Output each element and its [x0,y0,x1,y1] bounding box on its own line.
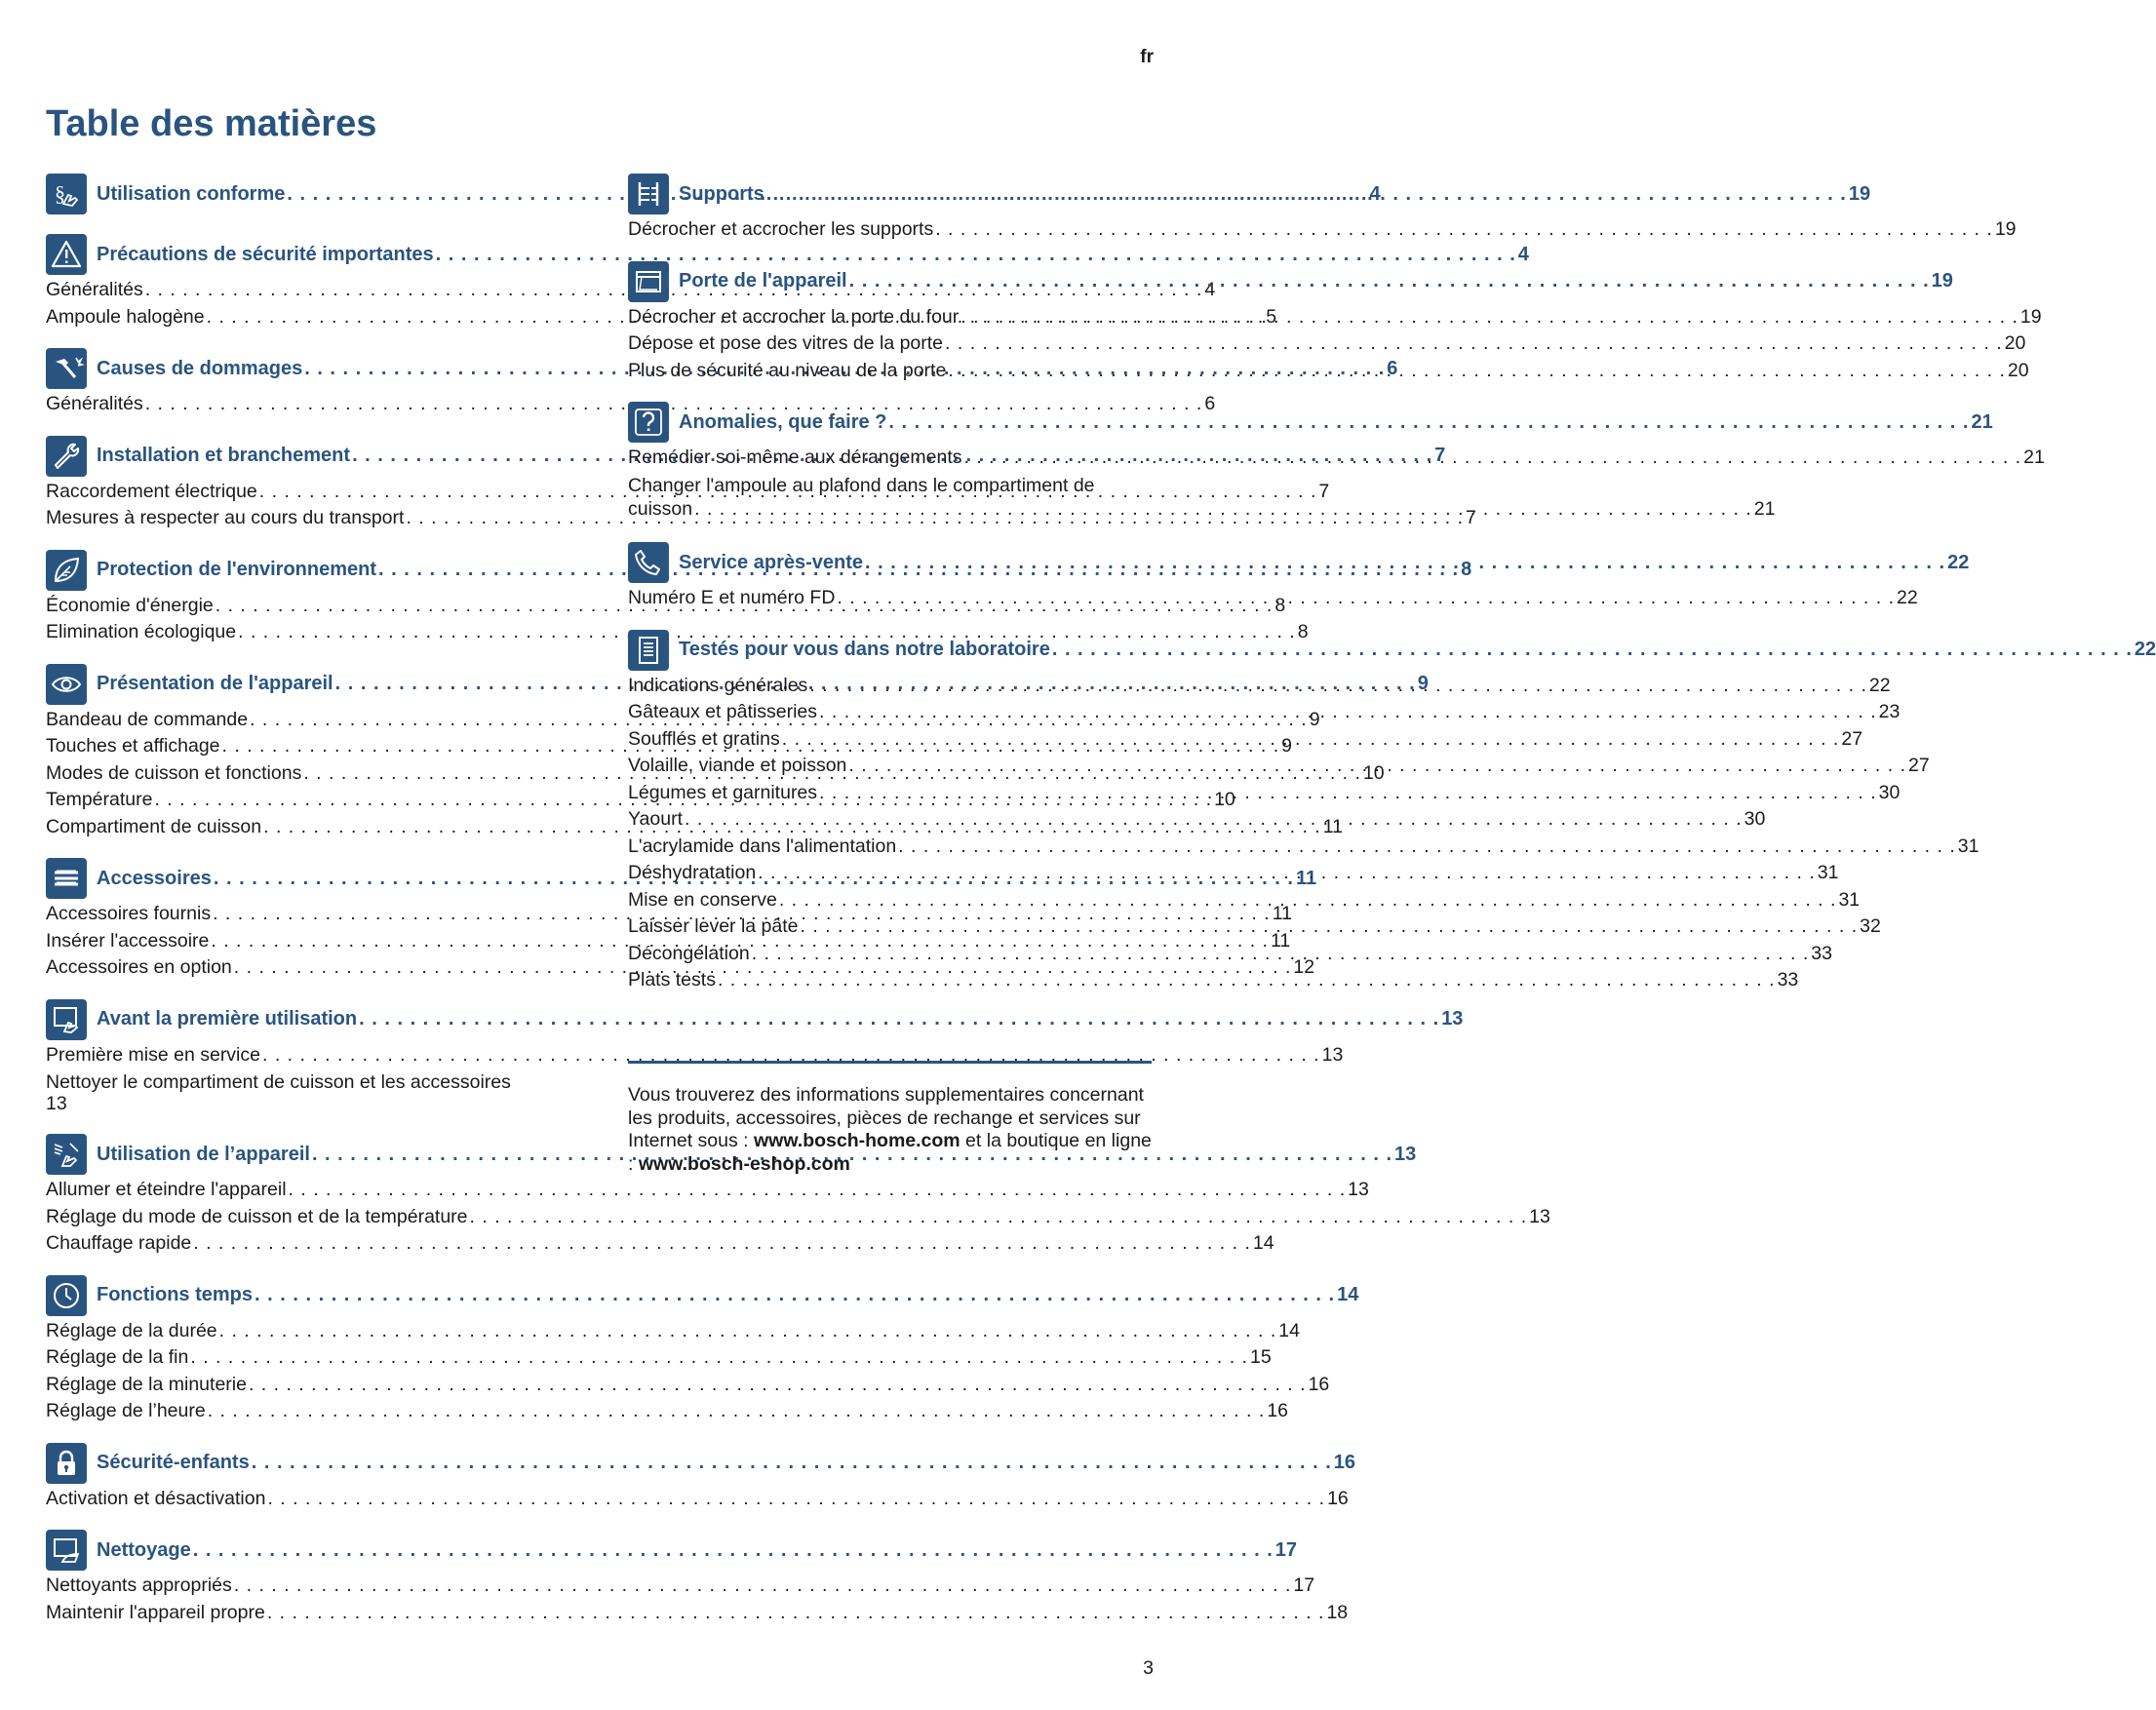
toc-entry[interactable] [46,1318,1300,1345]
dot-leader [752,941,1810,968]
toc-section [628,400,2045,525]
dot-leader [948,358,2006,385]
toc-entry-label: Réglage de la fin [46,1346,189,1368]
toc-entry-label: Chauffage rapide [46,1232,192,1254]
toc-entry-page: 19 [1931,270,1953,291]
toc-entry-label: Décrocher et accrocher la porte du four [628,305,960,328]
toc-entry[interactable] [46,1486,1349,1513]
dot-leader [193,1230,1251,1258]
toc-entry-page: 19 [1848,182,1871,205]
toc-entry-page: 31 [1838,888,1861,911]
toc-entry-label: Allumer et éteindre l'appareil [46,1179,287,1200]
toc-items [46,1573,1349,1626]
toc-section-heading[interactable] [628,540,1970,585]
dot-leader [819,780,1877,807]
toc-entry-page: 31 [1957,835,1980,857]
toc-entry-label: Indications générales [628,674,808,696]
toc-entry-page: 13 [46,1093,67,1114]
toc-entry-page: 16 [1308,1373,1330,1395]
question-mark-icon [628,402,669,443]
toc-entry-label: Soufflés et gratins [628,727,780,750]
toc-entry-page: 11 [1272,903,1292,924]
toc-entry-label: Légumes et garnitures [628,781,818,803]
toc-section-title [679,270,1953,292]
page-number: 3 [1143,1657,1154,1679]
warning-triangle-icon [46,234,87,275]
toc-entry-page: 21 [1971,410,1993,433]
bosch-home-link[interactable]: www.bosch-home.com [754,1130,960,1151]
toc-entry-label: Mise en conserve [628,888,777,911]
dot-leader [837,585,1895,612]
toc-entry-label: Plats tests [628,969,716,991]
toc-entry-page: 32 [1860,915,1881,937]
toc-entry-label: Remédier soi-même aux dérangements [628,447,962,468]
dot-leader [249,1372,1307,1399]
toc-section-heading[interactable] [46,232,1529,277]
toc-entry-label: Activation et désactivation [46,1487,266,1509]
toc-entry-label: Ampoule halogène [46,305,205,328]
toc-entry-label: Réglage du mode de cuisson et de la température [46,1205,468,1227]
toc-entry-page: 30 [1878,781,1901,803]
toc-entry-continuation [628,496,1776,524]
dot-leader [1052,639,2133,661]
toc-entry[interactable] [628,472,1776,525]
dot-leader [801,913,1859,941]
dot-leader [964,445,2022,472]
dot-leader [935,216,1993,244]
toc-items [628,585,1918,612]
toc-entry-label: Mesures à respecter au cours du transport [46,507,405,528]
toc-entry-page: 6 [1387,357,1398,379]
toc-entry-label: Laisser lever la pâte [628,915,799,937]
toc-entry-page: 13 [1529,1205,1550,1227]
dot-leader [267,1486,1325,1513]
toc-entry-label: Compartiment de cuisson [46,815,262,837]
toc-entry-label: Réglage de la durée [46,1319,217,1341]
toc-entry-label: Anomalies, que faire ? [679,410,887,433]
toc-section [46,997,1464,1117]
bosch-eshop-link[interactable]: www.bosch-eshop.com [638,1152,850,1175]
toc-entry-page: 4 [1369,182,1381,205]
toc-entry[interactable] [46,619,1309,646]
toc-entry-page: 10 [1362,761,1385,784]
toc-entry-label: Gâteaux et pâtisseries [628,701,818,722]
toc-entry-page: 8 [1274,594,1286,616]
toc-entry-page: 31 [1817,862,1839,883]
dot-leader [758,860,1816,887]
dot-leader [685,806,1743,834]
toc-entry-label: Réglage de l’heure [46,1400,206,1421]
toc-entry-label: Insérer l'accessoire [46,929,210,952]
toc-entry-page: 20 [2004,332,2026,354]
toc-entry[interactable] [46,1042,1344,1069]
toc-entry-page: 27 [1841,727,1863,750]
toc-entry-page: 11 [1322,815,1343,837]
toc-entry-page: 13 [1394,1143,1417,1165]
toc-entry[interactable] [46,1573,1315,1600]
toc-section-heading[interactable] [46,997,1464,1042]
toc-entry-label: Utilisation conforme [97,182,286,205]
dot-leader [960,304,2019,331]
toc-section-title [679,639,2156,661]
toc-entry-label: Dépose et pose des vitres de la porte [628,332,944,354]
toc-entry-label: Plus de sécurité au niveau de la porte [628,359,947,381]
toc-section-heading[interactable] [46,1441,1356,1486]
toc-entry-page: 4 [1517,243,1529,265]
toc-entry-label: cuisson [628,497,693,520]
toc-entry-page: 27 [1908,755,1930,776]
toc-entry-page: 17 [1293,1574,1315,1596]
dot-leader [267,1600,1325,1627]
toc-entry[interactable] [46,391,1216,418]
toc-items [46,1042,1344,1117]
info-divider [628,1061,1152,1064]
dot-leader [782,726,1840,754]
toc-entry-page: 14 [1337,1284,1359,1305]
toc-entry-label: Accessoires [97,867,212,889]
toc-entry-page: 19 [1994,218,2017,240]
dot-leader [809,673,1867,700]
toc-items [46,1486,1349,1513]
toc-entry-page: 6 [1204,393,1216,414]
toc-section [46,1528,1349,1626]
toc-entry-page: 21 [1753,497,1776,520]
toc-entry-page: 16 [1333,1452,1356,1473]
toc-entry-page: 21 [2023,447,2045,468]
toc-section-heading[interactable] [46,1528,1298,1573]
toc-entry-page: 9 [1281,735,1292,757]
dot-leader [219,1318,1277,1345]
toc-section-title [97,1452,1355,1474]
toc-entry-page: 11 [1295,867,1317,889]
toc-entry-label: Testés pour vous dans notre laboratoire [679,639,1050,660]
info-paragraph [628,1084,1152,1176]
toc-entry-page: 13 [1321,1043,1344,1066]
leaf-icon [46,550,87,591]
dot-leader [898,834,1956,861]
toc-entry-label: Généralités [46,279,143,300]
toc-entry-page: 15 [1249,1346,1272,1368]
toc-section-heading[interactable] [628,628,2156,673]
toc-entry-page: 11 [1270,929,1291,952]
toc-entry-page: 8 [1461,559,1472,580]
toc-section-title [97,1284,1358,1306]
paragraph-hand-icon [46,174,87,214]
toc-items [46,1318,1330,1425]
toc-section-title [679,183,1870,206]
toc-entry-page: 23 [1878,701,1901,722]
toc-entry-label: Température [46,789,153,810]
dot-leader [945,330,2003,358]
toc-section-title [679,552,1969,574]
toc-entry[interactable] [628,834,1980,861]
toc-entry[interactable] [628,673,1891,700]
toc-entry-page: 14 [1278,1319,1300,1341]
toc-entry-page: 22 [2134,639,2156,660]
toc-section [628,540,1970,612]
toc-entry[interactable] [628,358,2029,385]
toc-entry-page: 16 [1327,1487,1349,1509]
toc-entry[interactable] [628,330,2026,358]
toc-entry-label: Raccordement électrique [46,480,257,502]
toc-entry-label: Elimination écologique [46,621,237,642]
toc-entry-page: 14 [1252,1232,1274,1254]
dot-leader [849,270,1930,292]
toc-entry-label: Changer l'ampoule au plafond dans le compartiment de [628,474,1095,496]
toc-entry-page: 33 [1777,969,1799,991]
operating-hand-icon [46,1134,87,1175]
dot-leader [470,1204,1528,1231]
info-text-2: et la boutique en ligne : [628,1130,1152,1175]
shelf-supports-icon [628,174,669,214]
toc-section-heading[interactable] [628,172,1871,216]
toc-items [628,304,2042,385]
toc-entry-label: Maintenir l'appareil propre [46,1601,265,1623]
toc-entry-label: Numéro E et numéro FD [628,587,836,608]
toc-items [628,445,2045,525]
toc-entry[interactable] [46,1177,1369,1204]
hammer-damage-icon [46,348,87,389]
dot-leader [262,1042,1320,1069]
dot-leader [208,1398,1266,1425]
toc-entry-label: Nettoyage [97,1538,191,1561]
toc-section-heading[interactable] [628,400,1993,445]
toc-entry-label: Protection de l'environnement [97,559,377,580]
toc-entry-page: 16 [1267,1400,1289,1421]
toc-entry-page: 7 [1434,445,1446,466]
toc-section-heading[interactable] [46,1273,1359,1318]
toc-entry-label: Supports [679,182,764,205]
toc-entry-label: Porte de l'appareil [679,270,847,291]
toc-entry-label: Modes de cuisson et fonctions [46,761,302,784]
toc-section-heading[interactable] [628,259,1953,304]
toc-entry[interactable] [628,726,1863,754]
toc-entry-label: Déshydratation [628,862,757,883]
dot-leader [766,183,1847,206]
toc-items [46,391,1216,418]
toc-entry-label: Avant la première utilisation [97,1008,358,1030]
dot-leader [694,496,1752,524]
toc-entry-label: Présentation de l'appareil [97,673,333,694]
dot-leader [289,1177,1347,1204]
toc-entry-label: Décongélation [628,942,750,964]
toc-entry-page: 19 [2019,305,2042,328]
toc-entry[interactable] [628,699,1901,726]
accessories-trays-icon [46,858,87,899]
toc-entry-label: Service après-vente [679,551,864,573]
toc-entry-label: Première mise en service [46,1043,260,1066]
toc-entry-page: 9 [1417,673,1429,694]
lock-icon [46,1443,87,1484]
toc-section [628,172,2017,244]
toc-entry[interactable] [46,1600,1349,1627]
page-title: Table des matières [46,103,377,144]
dot-leader [255,1284,1335,1306]
toc-entry-label: Accessoires fournis [46,903,212,924]
toc-entry-page: 7 [1318,480,1330,502]
language-code: fr [1140,47,1154,67]
wrench-icon [46,436,87,477]
dot-leader [718,967,1776,994]
toc-entry-label: Causes de dommages [97,357,303,379]
dot-leader [888,411,1969,434]
toc-entry[interactable] [628,585,1918,612]
toc-entry-label: L'acrylamide dans l'alimentation [628,835,897,857]
cleaning-cloth-icon [46,1530,87,1571]
toc-entry[interactable] [628,304,2042,331]
dot-leader [865,552,1945,574]
toc-entry-label: Installation et branchement [97,445,351,466]
toc-entry-page: 8 [1297,621,1309,642]
toc-entry-label: Touches et affichage [46,735,220,757]
toc-entry[interactable] [628,216,2017,244]
toc-entry-label: Précautions de sécurité importantes [97,243,434,265]
toc-entry-page: 10 [1214,789,1235,810]
toc-section-title [97,1008,1463,1030]
info-text-1: Vous trouverez des informations supplementaires concernant les produits, accessoires, pièces de rechange et services sur Internet sous : [628,1084,1144,1151]
toc-entry-page: 13 [1441,1008,1464,1030]
toc-entry[interactable] [46,1069,569,1116]
toc-entry-label: Volaille, viande et poisson [628,755,847,776]
toc-entry-label: Bandeau de commande [46,708,249,730]
dot-leader [359,1008,1439,1030]
eye-icon [46,664,87,705]
toc-section-title [679,411,1993,434]
toc-entry-page: 22 [1868,674,1891,696]
toc-entry[interactable] [46,1204,1550,1231]
first-use-hand-icon [46,999,87,1040]
toc-entry[interactable] [46,1398,1289,1425]
toc-items [46,1177,1550,1258]
toc-entry-page: 13 [1348,1179,1369,1200]
toc-entry-page: 7 [1466,507,1476,528]
toc-entry-label: Économie d'énergie [46,594,214,616]
toc-section-title [97,1539,1297,1562]
toc-entry-page: 30 [1744,808,1766,830]
clock-icon [46,1275,87,1316]
dot-leader [234,1573,1292,1600]
toc-entry-page: 22 [1897,587,1918,608]
toc-section [46,1273,1359,1425]
toc-entry-label: Accessoires en option [46,956,232,978]
toc-entry-page: 9 [1309,708,1320,730]
dot-leader [819,699,1877,726]
toc-entry-label: Utilisation de l’appareil [97,1143,310,1165]
toc-section [628,259,2042,385]
toc-entry-label: Généralités [46,393,143,414]
dot-leader [779,887,1837,914]
dot-leader [252,1452,1332,1474]
toc-entry-page: 33 [1811,942,1832,964]
document-list-icon [628,630,669,671]
toc-entry[interactable] [46,1372,1330,1399]
svg-text:§: § [55,181,65,206]
toc-entry[interactable] [46,1344,1272,1372]
dot-leader [190,1344,1248,1372]
toc-entry[interactable] [46,1230,1274,1258]
dot-leader [193,1539,1274,1562]
toc-entry-label: Nettoyants appropriés [46,1574,232,1596]
toc-entry-page: 12 [1293,956,1315,978]
toc-entry-label: Décrocher et accrocher les supports [628,218,934,240]
toc-section [46,1441,1356,1513]
toc-entry-label: Sécurité-enfants [97,1452,250,1473]
toc-entry-page: 5 [1266,305,1277,328]
oven-door-icon [628,261,669,302]
toc-entry-page: 4 [1204,279,1216,300]
phone-icon [628,542,669,583]
toc-entry-page: 18 [1326,1601,1349,1623]
toc-items [628,216,2017,244]
toc-entry-page: 17 [1274,1538,1298,1561]
toc-entry[interactable] [628,445,2045,472]
toc-entry-label: Fonctions temps [97,1284,254,1305]
dot-leader [848,753,1906,780]
toc-entry-label: Réglage de la minuterie [46,1373,247,1395]
toc-entry-label: Nettoyer le compartiment de cuisson et les accessoires [46,1071,511,1093]
toc-entry-page: 22 [1947,551,1970,573]
toc-entry-page: 20 [2007,359,2029,381]
toc-entry-label: Yaourt [628,808,684,830]
